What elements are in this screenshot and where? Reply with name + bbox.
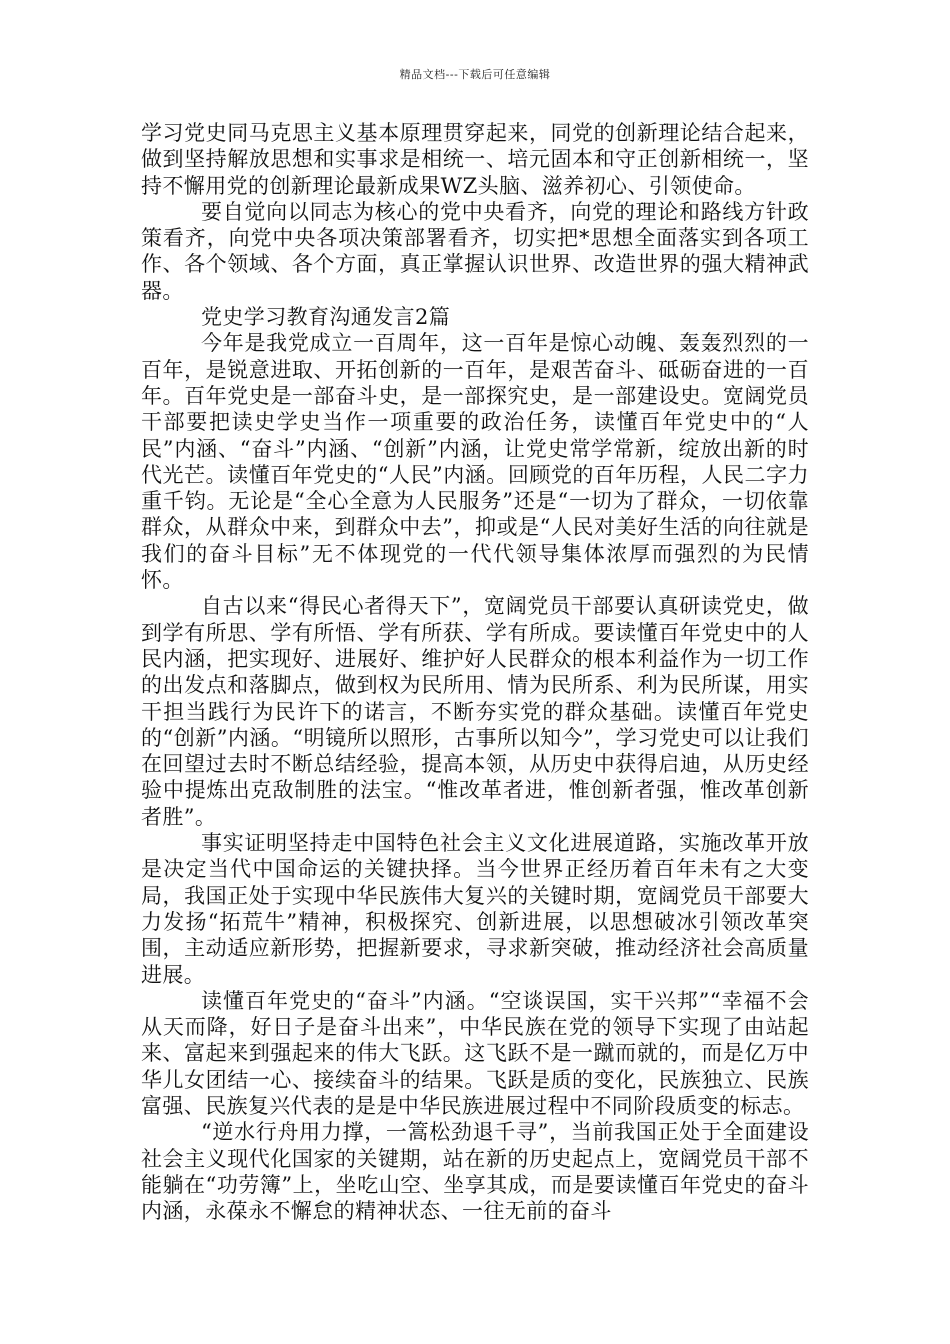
paragraph: 事实证明坚持走中国特色社会主义文化进展道路，实施改革开放是决定当代中国命运的关键抉择。当今世界正经历着百年未有之大变局，我国正处于实现中华民族伟大复兴的关键时期，宽阔党员干部要大力发扬“拓荒牛”精神，积极探究、创新进展，以思想破冰引领改革突围，主动适应新形势，把握新要求，寻求新突破，推动经济社会高质量进展。 <box>141 831 809 987</box>
page-header: 精品文档---下载后可任意编辑 <box>399 68 551 81</box>
section-heading: 党史学习教育沟通发言2篇 <box>201 305 451 330</box>
paragraph: “逆水行舟用力撑，一篙松劲退千寻”，当前我国正处于全面建设社会主义现代化国家的关键期，站在新的历史起点上，宽阔党员干部不能躺在“功劳簿”上，坐吃山空、坐享其成，而是要读懂百年党史的奋斗内涵，永葆永不懈怠的精神状态、一往无前的奋斗 <box>141 1120 809 1224</box>
paragraph: 学习党史同马克思主义基本原理贯穿起来，同党的创新理论结合起来，做到坚持解放思想和实事求是相统一、培元固本和守正创新相统一，坚持不懈用党的创新理论最新成果WZ头脑、滋养初心、引领使命。 <box>141 121 809 198</box>
paragraph: 读懂百年党史的“奋斗”内涵。“空谈误国，实干兴邦”“幸福不会从天而降，好日子是奋斗出来”，中华民族在党的领导下实现了由站起来、富起来到强起来的伟大飞跃。这飞跃不是一蹴而就的，而是亿万中华儿女团结一心、接续奋斗的结果。飞跃是质的变化，民族独立、民族富强、民族复兴代表的是是中华民族进展过程中不同阶段质变的标志。 <box>141 988 809 1118</box>
paragraph: 要自觉向以同志为核心的党中央看齐，向党的理论和路线方针政策看齐，向党中央各项决策部署看齐，切实把*思想全面落实到各项工作、各个领域、各个方面，真正掌握认识世界、改造世界的强大精神武器。 <box>141 199 809 303</box>
paragraph: 自古以来“得民心者得天下”，宽阔党员干部要认真研读党史，做到学有所思、学有所悟、学有所获、学有所成。要读懂百年党史中的人民内涵，把实现好、进展好、维护好人民群众的根本利益作为一切工作的出发点和落脚点，做到权为民所用、情为民所系、利为民所谋，用实干担当践行为民许下的诺言，不断夯实党的群众基础。读懂百年党史的“创新”内涵。“明镜所以照形，古事所以知今”，学习党史可以让我们在回望过去时不断总结经验，提高本领，从历史中获得启迪，从历史经验中提炼出克敌制胜的法宝。“惟改革者进，惟创新者强，惟改革创新者胜”。 <box>141 594 809 829</box>
document-body <box>141 120 809 1224</box>
paragraph: 今年是我党成立一百周年，这一百年是惊心动魄、轰轰烈烈的一百年，是锐意进取、开拓创新的一百年，是艰苦奋斗、砥砺奋进的一百年。百年党史是一部奋斗史，是一部探究史，是一部建设史。宽阔党员干部要把读史学史当作一项重要的政治任务，读懂百年党史中的“人民”内涵、“奋斗”内涵、“创新”内涵，让党史常学常新，绽放出新的时代光芒。读懂百年党史的“人民”内涵。回顾党的百年历程，人民二字力重千钧。无论是“全心全意为人民服务”还是“一切为了群众，一切依靠群众，从群众中来，到群众中去”，抑或是“人民对美好生活的向往就是我们的奋斗目标”无不体现党的一代代领导集体浓厚而强烈的为民情怀。 <box>141 331 809 593</box>
